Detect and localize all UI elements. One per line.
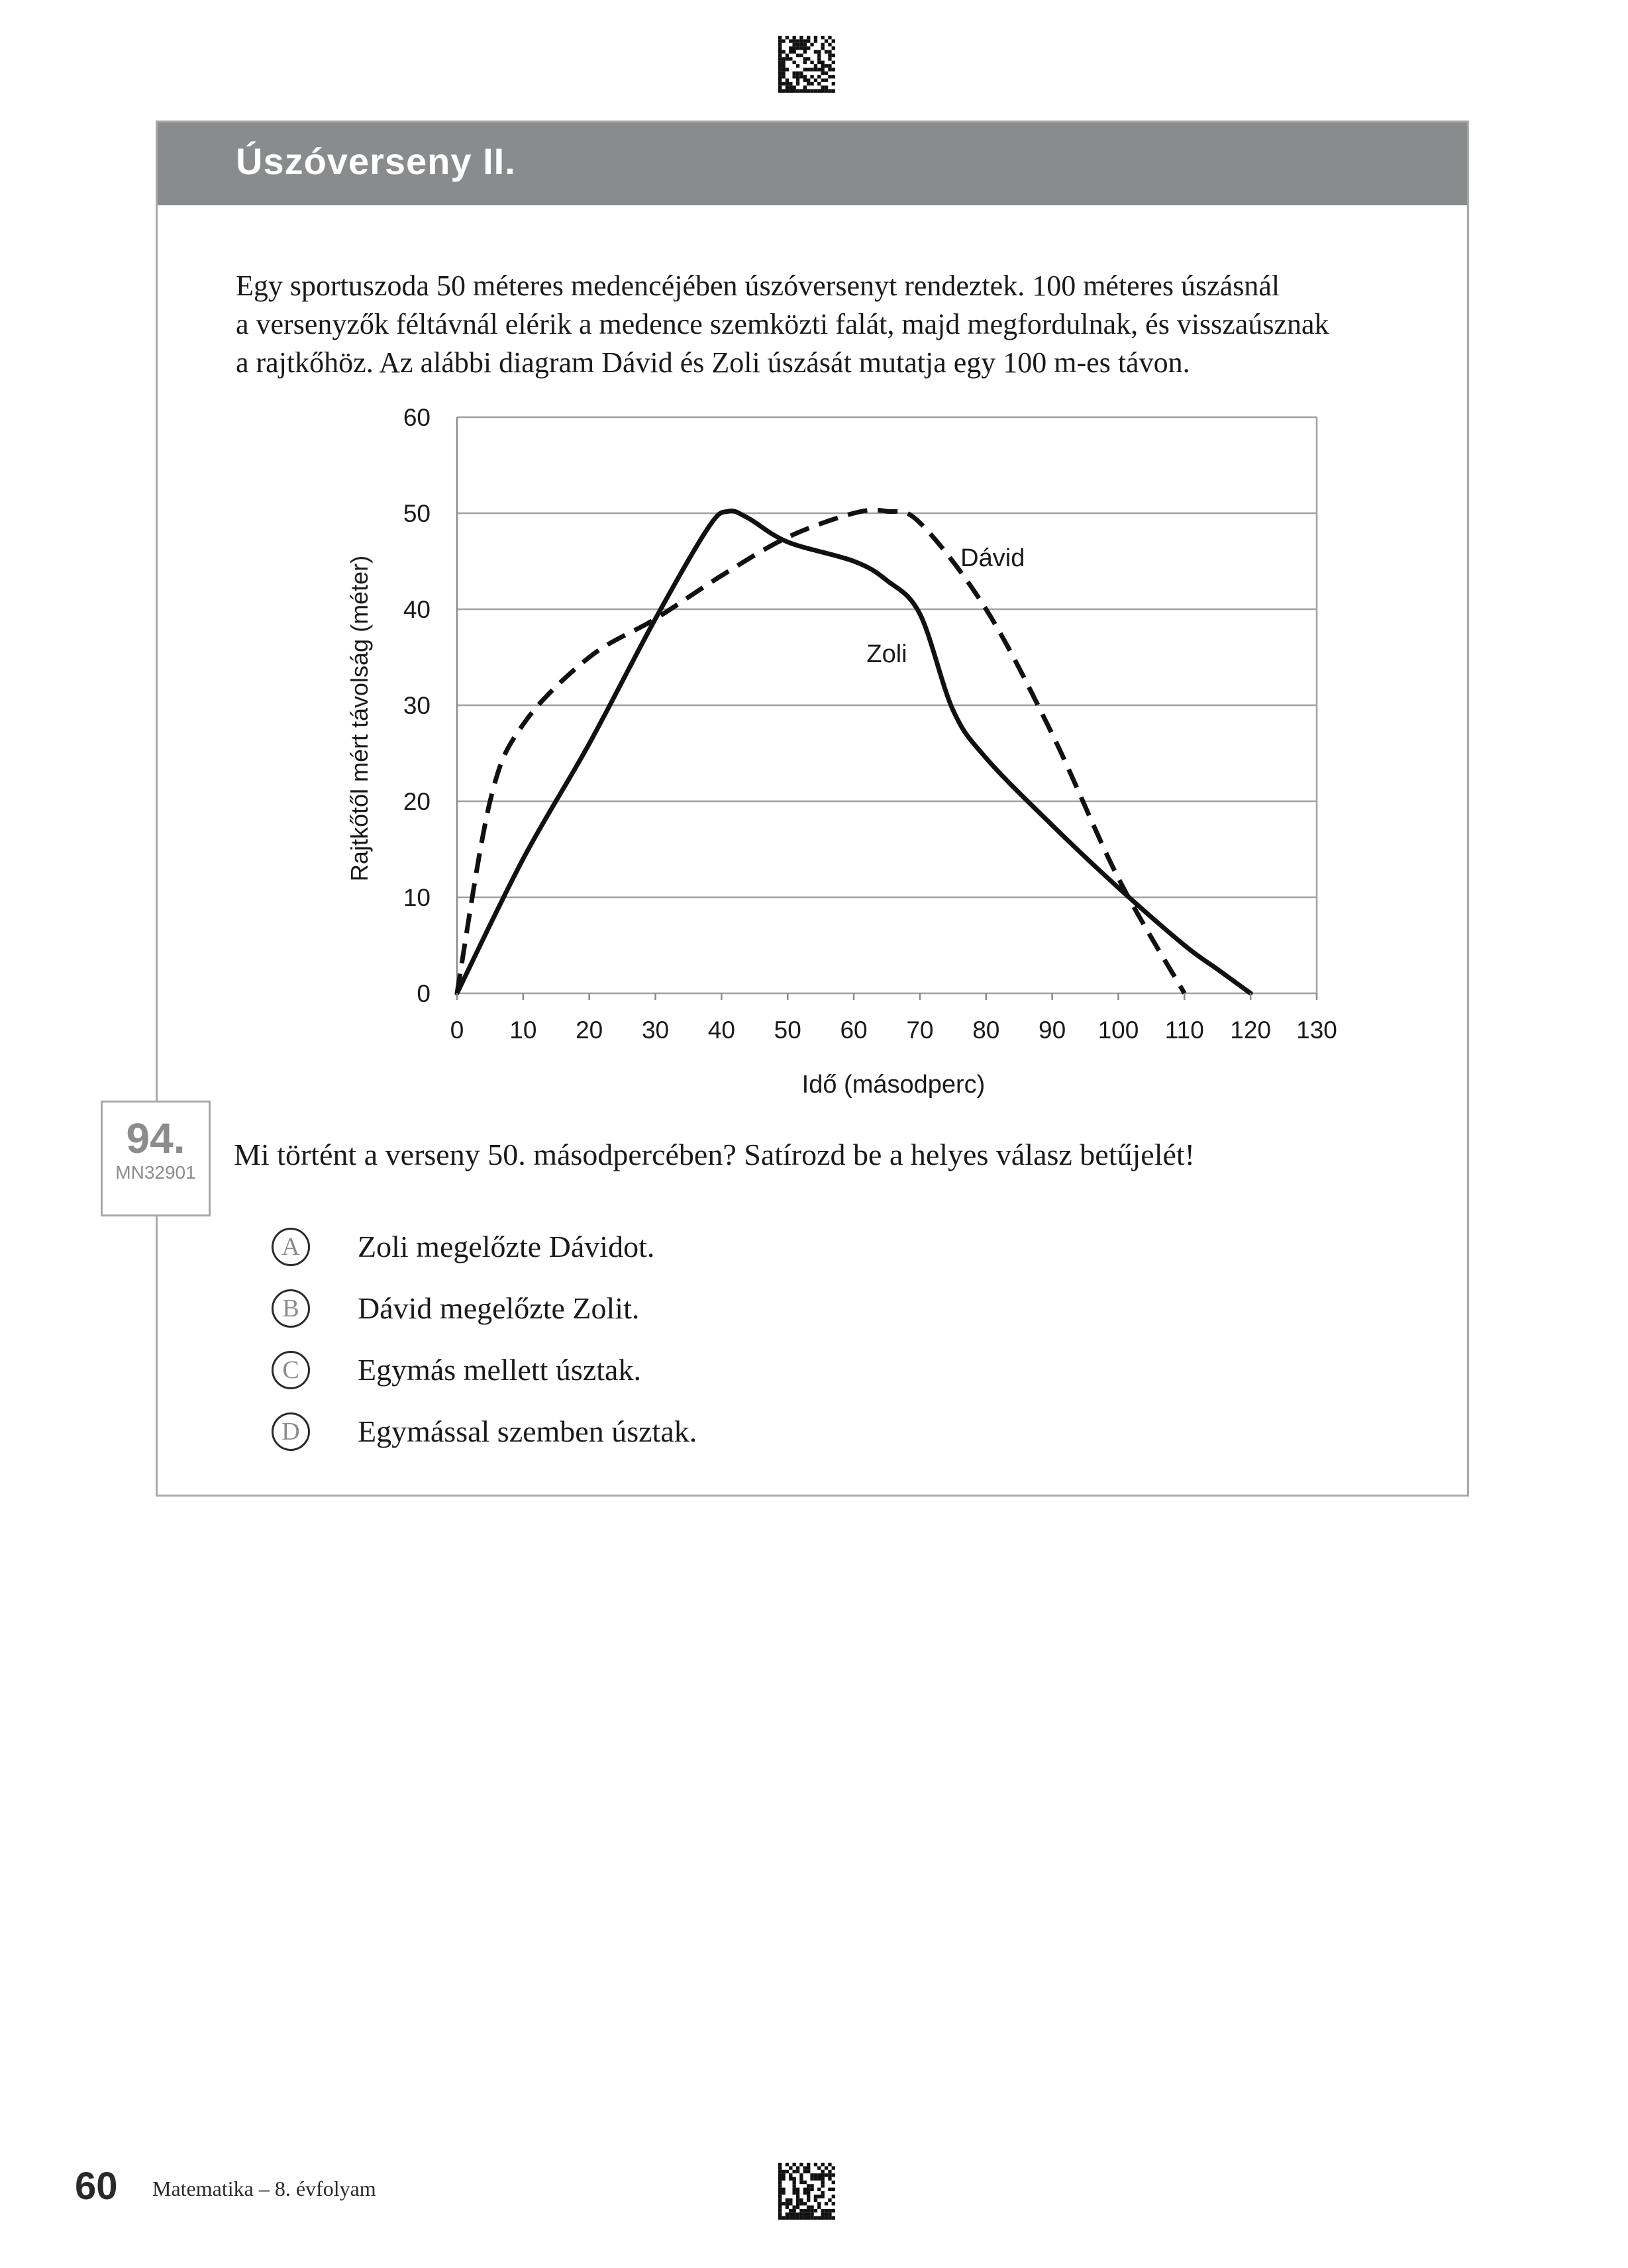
option-a-text: Zoli megelőzte Dávidot.	[358, 1230, 655, 1263]
series-line-zoli	[457, 511, 1250, 993]
y-axis-title: Rajtkőtől mért távolság (méter)	[346, 555, 373, 882]
option-b[interactable]	[272, 1277, 1265, 1339]
option-c-text: Egymás mellett úsztak.	[358, 1353, 641, 1387]
intro-line: Egy sportuszoda 50 méteres medencéjében úszóversenyt rendeztek. 100 méteres úszásnál	[236, 270, 1280, 302]
option-a[interactable]	[272, 1216, 1265, 1277]
option-d-bubble[interactable]: D	[272, 1412, 310, 1451]
question-number: 94.	[126, 1114, 185, 1162]
datamatrix-code-bottom	[778, 2163, 835, 2220]
series-line-david	[457, 510, 1184, 993]
x-tick-label: 120	[1230, 1016, 1272, 1044]
series-label-zoli: Zoli	[866, 640, 907, 668]
x-tick-label: 70	[906, 1016, 934, 1044]
question-code: MN32901	[115, 1162, 196, 1183]
page-number: 60	[75, 2165, 118, 2208]
task-title: Úszóverseny II.	[236, 140, 516, 182]
y-tick-label: 50	[403, 500, 431, 527]
intro-line: a versenyzők féltávnál elérik a medence szemközti falát, majd megfordulnak, és visszaúsznak	[236, 308, 1329, 340]
x-tick-label: 10	[509, 1016, 537, 1044]
option-d[interactable]	[272, 1401, 1265, 1462]
y-tick-label: 30	[403, 692, 431, 719]
x-tick-label: 80	[972, 1016, 1000, 1044]
x-tick-label: 40	[707, 1016, 735, 1044]
option-c[interactable]	[272, 1339, 1265, 1401]
x-tick-label: 90	[1039, 1016, 1066, 1044]
intro-line: a rajtkőhöz. Az alábbi diagram Dávid és Zoli úszását mutatja egy 100 m-es távon.	[236, 346, 1190, 379]
question-number-box	[101, 1101, 211, 1216]
y-tick-label: 60	[403, 404, 431, 431]
y-tick-label: 10	[403, 884, 431, 911]
y-tick-label: 0	[417, 980, 431, 1007]
x-tick-label: 60	[840, 1016, 868, 1044]
option-c-bubble[interactable]: C	[272, 1351, 310, 1389]
x-tick-label: 20	[576, 1016, 603, 1044]
task-header	[158, 123, 1467, 205]
option-b-bubble[interactable]: B	[272, 1289, 310, 1328]
y-tick-label: 20	[403, 788, 431, 815]
x-tick-label: 30	[641, 1016, 670, 1044]
x-tick-label: 50	[774, 1016, 801, 1044]
y-tick-label: 40	[403, 596, 431, 623]
x-tick-label: 130	[1296, 1016, 1337, 1044]
option-b-text: Dávid megelőzte Zolit.	[358, 1291, 640, 1325]
distance-time-chart	[338, 391, 1371, 1112]
question-text: Mi történt a verseny 50. másodpercében? Satírozd be a helyes válasz betűjelét!	[234, 1138, 1195, 1171]
x-axis-title: Idő (másodperc)	[801, 1071, 986, 1099]
answer-options	[272, 1216, 1265, 1462]
x-tick-label: 0	[450, 1016, 464, 1044]
footer-subject: Matematika – 8. évfolyam	[152, 2177, 376, 2200]
series-label-david: Dávid	[960, 544, 1025, 572]
x-tick-label: 110	[1164, 1016, 1204, 1044]
datamatrix-code-top	[778, 36, 835, 93]
option-a-bubble[interactable]: A	[272, 1228, 310, 1266]
option-d-text: Egymással szemben úsztak.	[358, 1414, 697, 1448]
intro-text	[236, 267, 1448, 382]
x-tick-label: 100	[1097, 1016, 1139, 1044]
